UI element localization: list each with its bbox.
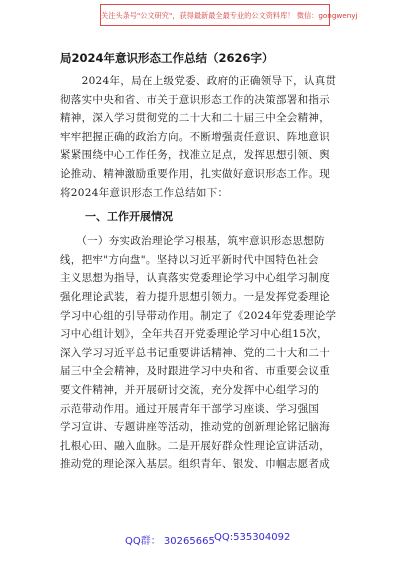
text-line: 将2024年意识形态工作总结如下： — [60, 186, 229, 199]
body-paragraph — [60, 232, 360, 474]
qq-number-text: QQ:535304092 — [214, 532, 291, 543]
text-line: 牢牢把握正确的政治方向。不断增强责任意识、阵地意识 — [60, 130, 330, 143]
text-line: （一）夯实政治理论学习根基，筑牢意识形态思想防 — [60, 235, 325, 248]
text-line: 精神，深入学习贯彻党的二十大和二十届三中全会精神， — [60, 112, 330, 125]
text-line: 示范带动作用。通过开展青年干部学习座谈、学习强国 — [60, 402, 320, 415]
text-line: 线，把牢"方向盘"。坚持以习近平新时代中国特色社会 — [60, 253, 319, 266]
text-line: 强化理论武装，着力提升思想引领力。一是发挥党委理论 — [60, 290, 330, 303]
text-line: 推动党的理论深入基层。组织青年、银发、巾帼志愿者成 — [60, 458, 330, 471]
section-heading: 一、工作开展情况 — [85, 210, 173, 224]
text-line: 主义思想为指导，认真落实党委理论学习中心组学习制度 — [60, 272, 330, 285]
text-line: 学习宣讲、专题讲座等活动，推动党的创新理论铭记脑海 — [60, 421, 330, 434]
text-line: 扎根心田、融入血脉。二是开展好群众性理论宣讲活动， — [60, 439, 330, 452]
text-line: 2024年，局在上级党委、政府的正确领导下，认真贯 — [60, 75, 337, 87]
text-line: 论推动、精神激励重要作用，扎实做好意识形态工作。现 — [60, 167, 330, 180]
header-banner: 关注头条号"公文研究"，获得最新最全最专业的公文资料库！ 微信：gongwenyj — [100, 4, 330, 26]
text-line: 紧紧围绕中心工作任务，找准立足点，发挥思想引领、舆 — [60, 149, 330, 162]
document-title: 局2024年意识形态工作总结（2626字） — [60, 51, 274, 65]
text-line: 彻落实中央和省、市关于意识形态工作的决策部署和指示 — [60, 93, 330, 106]
text-line: 学习中心组的引导带动作用。制定了《2024年党委理论学 — [60, 309, 337, 322]
document-page — [60, 50, 360, 474]
text-line: 要文件精神，并开展研讨交流，充分发挥中心组学习的 — [60, 383, 320, 396]
text-line: 习中心组计划》，全年共召开党委理论学习中心组15次， — [60, 328, 328, 341]
footer-contact — [0, 532, 408, 546]
qq-group-text: QQ群： 30265665 — [125, 536, 215, 547]
text-line: 深入学习习近平总书记重要讲话精神、党的二十大和二十 — [60, 346, 330, 359]
text-line: 届三中全会精神，及时跟进学习中央和省、市重要会议重 — [60, 365, 330, 378]
intro-paragraph — [60, 72, 360, 202]
